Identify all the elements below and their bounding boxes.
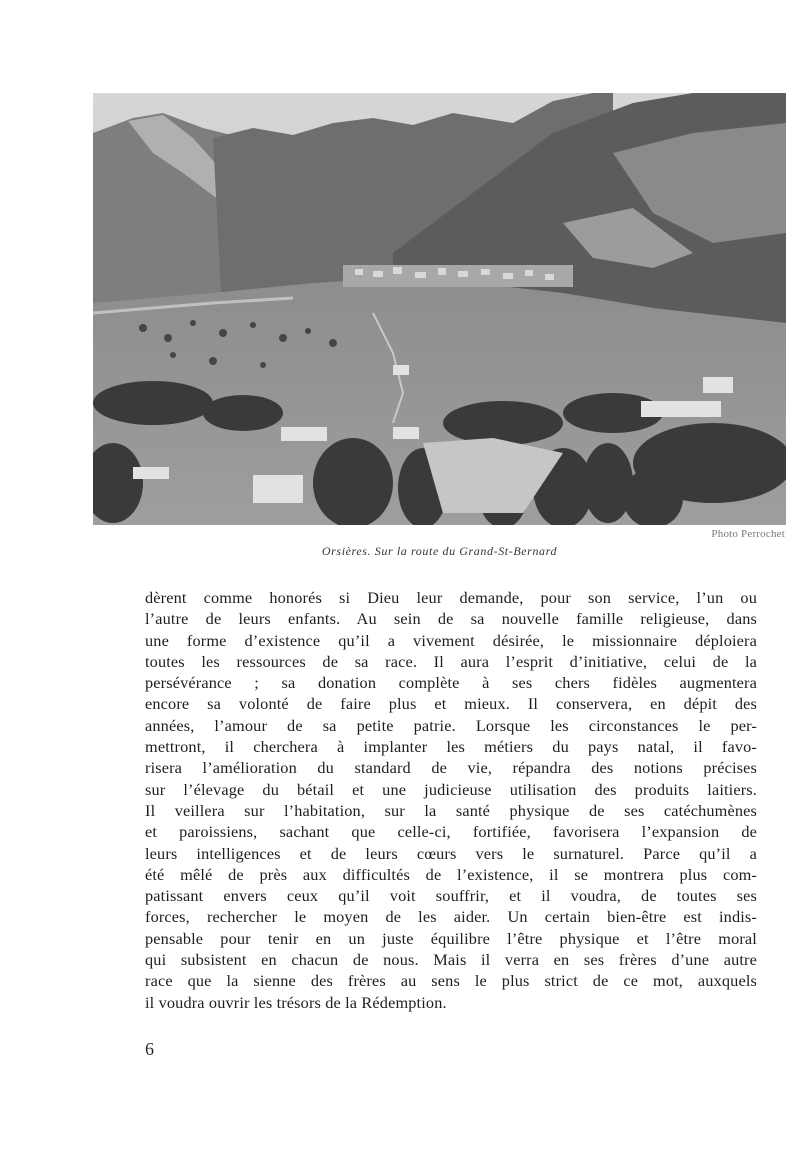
text-line: Il veillera sur l’habitation, sur la santé physique de ses catéchumènes (145, 800, 757, 820)
text-line: forces, rechercher le moyen de les aider. Un certain bien-être est indis- (145, 907, 757, 927)
text-line: toutes les ressources de sa race. Il aura l’esprit d’initiative, celui de la (145, 651, 757, 671)
body-paragraph (145, 587, 757, 1013)
photo-credit: Photo Perrochet (711, 528, 785, 540)
text-line: et paroissiens, sachant que celle-ci, fortifiée, favorisera l’expansion de (145, 822, 757, 842)
text-line: l’autre de leurs enfants. Au sein de sa nouvelle famille religieuse, dans (145, 609, 757, 629)
text-line: années, l’amour de sa petite patrie. Lorsque les circonstances le per- (145, 715, 757, 735)
text-line: encore sa volonté de faire plus et mieux. Il conservera, en dépit des (145, 694, 757, 714)
text-line: été mêlé de près aux difficultés de l’existence, il se montrera plus com- (145, 864, 757, 884)
photo-caption: Orsières. Sur la route du Grand-St-Bernard (321, 544, 558, 558)
photo-illustration (93, 93, 786, 525)
text-line: risera l’amélioration du standard de vie, répandra des notions précises (145, 758, 757, 778)
text-line: une forme d’existence qu’il a vivement désirée, le missionnaire déploiera (145, 630, 757, 650)
text-line: qui subsistent en chacun de nous. Mais il verra en ses frères d’une autre (145, 950, 757, 970)
text-line: dèrent comme honorés si Dieu leur demande, pour son service, l’un ou (145, 588, 757, 607)
text-line: race que la sienne des frères au sens le plus strict de ce mot, auxquels (145, 971, 757, 991)
text-line: pensable pour tenir en un juste équilibre l’être physique et l’être moral (145, 928, 757, 948)
text-line: patissant envers ceux qu’il voit souffrir, et il voudra, de toutes ses (145, 886, 757, 906)
text-line: mettront, il cherchera à implanter les métiers du pays natal, il favo- (145, 737, 757, 757)
text-line: persévérance ; sa donation complète à ses chers fidèles augmentera (145, 673, 757, 693)
text-line: sur l’élevage du bétail et une judicieuse utilisation des produits laitiers. (145, 779, 757, 799)
text-line: il voudra ouvrir les trésors de la Rédemption. (145, 992, 447, 1012)
village-photograph (93, 93, 786, 525)
page-number: 6 (145, 1039, 154, 1059)
text-line: leurs intelligences et de leurs cœurs vers le surnaturel. Parce qu’il a (145, 843, 757, 863)
